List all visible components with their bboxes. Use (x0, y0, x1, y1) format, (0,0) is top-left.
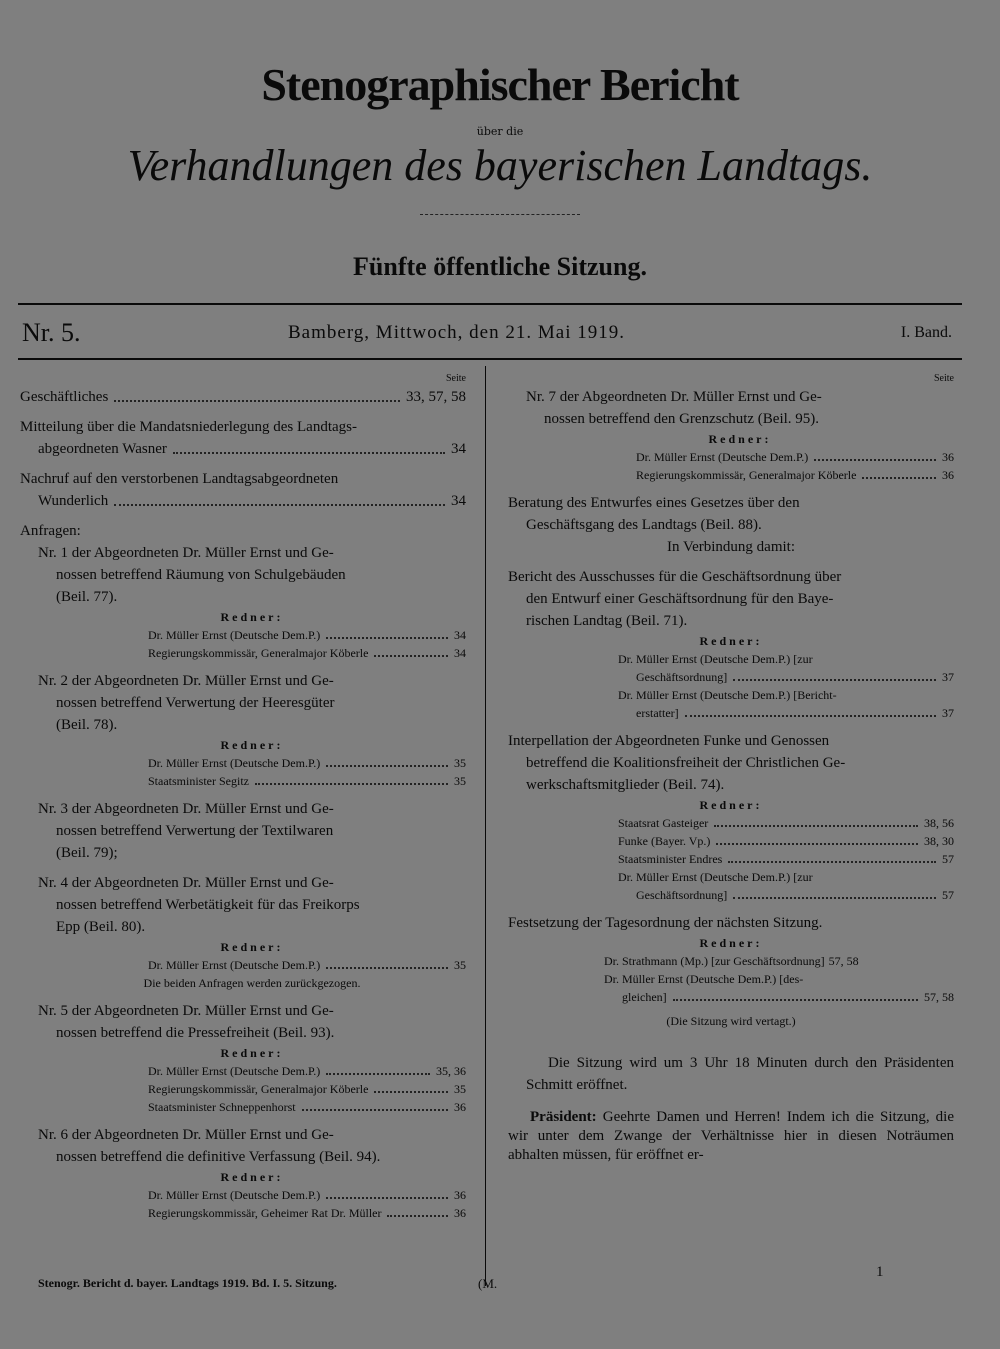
speaker-pages: 36 (454, 1100, 466, 1114)
toc-entry-text: den Entwurf einer Geschäftsordnung für den Baye- (526, 591, 834, 607)
title-connector: über die (476, 125, 524, 138)
speakers-label: Redner: (220, 610, 284, 624)
toc-entry-text: betreffend die Koalitionsfreiheit der Christlichen Ge- (526, 755, 846, 771)
report-subtitle: Verhandlungen des bayerischen Landtags. (127, 141, 873, 190)
speaker-name: Dr. Müller Ernst (Deutsche Dem.P.) (636, 450, 809, 464)
toc-entry-text: Geschäftliches (20, 389, 109, 405)
speaker-pages: 37 (942, 670, 954, 684)
page-number: 1 (876, 1264, 884, 1280)
toc-entry-text: (Beil. 77). (56, 589, 118, 605)
speaker-pages: 35 (454, 756, 466, 770)
toc-entry-text: rischen Landtag (Beil. 71). (526, 613, 688, 629)
toc-entry-text: Bericht des Ausschusses für die Geschäftsordnung über (508, 569, 842, 585)
toc-entry-text: Festsetzung der Tagesordnung der nächsten Sitzung. (508, 915, 823, 931)
column-divider (485, 366, 486, 1286)
speaker-pages: 57 (942, 888, 954, 902)
speakers-label: Redner: (699, 936, 763, 950)
volume-label: I. Band. (900, 324, 952, 341)
toc-entry-text: Nr. 6 der Abgeordneten Dr. Müller Ernst und Ge- (38, 1127, 334, 1143)
toc-page-ref: 33, 57, 58 (406, 389, 466, 405)
speakers-label: Redner: (708, 432, 772, 446)
speakers-label: Redner: (220, 940, 284, 954)
toc-entry-beratung (508, 492, 954, 558)
toc-entry-geschaeftliches (20, 386, 466, 408)
speaker-pages: 36 (942, 468, 954, 482)
report-title: Stenographischer Bericht (261, 59, 739, 110)
speaker-name: Regierungskommissär, Geheimer Rat Dr. Müller (148, 1206, 382, 1220)
toc-page-ref: 34 (451, 441, 466, 457)
speaker-name: Staatsminister Schneppenhorst (148, 1100, 296, 1114)
place-date: Bamberg, Mittwoch, den 21. Mai 1919. (288, 322, 625, 343)
issue-number: Nr. 5. (22, 318, 81, 347)
speaker-name: erstatter] (636, 706, 679, 720)
toc-entry-text: Epp (Beil. 80). (56, 919, 146, 935)
withdrawn-note: Die beiden Anfragen werden zurückgezogen. (143, 976, 361, 990)
president-text: Geehrte Damen und Herren! Indem ich die Sitzung, die wir unter dem Zwange der Verhältnisse hier in diesen Noträumen abhalten müssen, für eröffnet er- (508, 1109, 954, 1163)
speaker-name: Geschäftsordnung] (636, 670, 728, 684)
toc-entry-text: abgeordneten Wasner (38, 441, 167, 457)
speaker-name: Dr. Müller Ernst (Deutsche Dem.P.) (148, 628, 321, 642)
toc-entry-text: nossen betreffend die Pressefreiheit (Beil. 93). (56, 1025, 335, 1041)
toc-entry-text: Beratung des Entwurfes eines Gesetzes über den (508, 495, 800, 511)
speaker-pages: 57 (942, 852, 954, 866)
toc-entry-text: Mitteilung über die Mandatsniederlegung des Landtags- (20, 419, 357, 435)
speaker-pages: 34 (454, 646, 466, 660)
toc-entry-text: Nr. 3 der Abgeordneten Dr. Müller Ernst und Ge- (38, 801, 334, 817)
toc-entry-mitteilung (20, 416, 466, 460)
speaker-name: Dr. Müller Ernst (Deutsche Dem.P.) [zur (618, 652, 813, 666)
toc-page-ref: 34 (451, 493, 466, 509)
toc-entry-text: Nr. 5 der Abgeordneten Dr. Müller Ernst und Ge- (38, 1003, 334, 1019)
speaker-pages: 36 (454, 1188, 466, 1202)
header-rule-bottom (18, 358, 962, 360)
speakers-label: Redner: (220, 1046, 284, 1060)
toc-entry-nr7 (508, 386, 954, 484)
footer-mark: (M. (478, 1276, 498, 1291)
speaker-name: Regierungskommissär, Generalmajor Köberle (148, 1082, 369, 1096)
speaker-pages: 35 (454, 1082, 466, 1096)
speaker-name: gleichen] (622, 990, 667, 1004)
speaker-name: Dr. Müller Ernst (Deutsche Dem.P.) [zur (618, 870, 813, 884)
toc-entry-interpellation (508, 730, 954, 904)
opening-statement: Die Sitzung wird um 3 Uhr 18 Minuten durch den Präsidenten Schmitt eröffnet. (526, 1055, 954, 1093)
toc-entry-text: Nachruf auf den verstorbenen Landtagsabgeordneten (20, 471, 339, 487)
speaker-name: Dr. Müller Ernst (Deutsche Dem.P.) [des- (604, 972, 804, 986)
toc-entry-nr6 (20, 1124, 466, 1222)
speaker-name: Regierungskommissär, Generalmajor Köberle (636, 468, 857, 482)
title-separator (420, 214, 580, 215)
speakers-label: Redner: (220, 738, 284, 752)
toc-entry-text: Nr. 1 der Abgeordneten Dr. Müller Ernst und Ge- (38, 545, 334, 561)
toc-entry-nr4 (20, 872, 466, 992)
toc-entry-text: nossen betreffend die definitive Verfassung (Beil. 94). (56, 1149, 381, 1165)
toc-entry-text: nossen betreffend Verwertung der Heeresgüter (56, 695, 335, 711)
session-title: Fünfte öffentliche Sitzung. (353, 252, 647, 281)
speaker-name: Dr. Müller Ernst (Deutsche Dem.P.) (148, 756, 321, 770)
speaker-name: Dr. Strathmann (Mp.) [zur Geschäftsordnung] (604, 954, 825, 968)
toc-entry-text: Nr. 4 der Abgeordneten Dr. Müller Ernst und Ge- (38, 875, 334, 891)
speaker-name: Dr. Müller Ernst (Deutsche Dem.P.) (148, 958, 321, 972)
speakers-label: Redner: (699, 634, 763, 648)
president-speech (508, 1108, 954, 1165)
toc-entry-nr2 (20, 670, 466, 790)
toc-entry-nr5 (20, 1000, 466, 1116)
seite-header: Seite (934, 373, 954, 384)
speakers-label: Redner: (699, 798, 763, 812)
speaker-name: Staatsrat Gasteiger (618, 816, 709, 830)
toc-entry-text: Nr. 7 der Abgeordneten Dr. Müller Ernst und Ge- (526, 389, 822, 405)
toc-entry-nr3 (20, 798, 466, 864)
toc-entry-text: Wunderlich (38, 493, 109, 509)
toc-entry-text: nossen betreffend Räumung von Schulgebäuden (56, 567, 346, 583)
speaker-name: Staatsminister Segitz (148, 774, 249, 788)
toc-entry-text: werkschaftsmitglieder (Beil. 74). (526, 777, 725, 793)
toc-entry-text: Geschäftsgang des Landtags (Beil. 88). (526, 517, 762, 533)
seite-header: Seite (446, 373, 466, 384)
toc-entry-festsetzung (508, 912, 954, 1030)
speaker-pages: 57, 58 (924, 990, 954, 1004)
speaker-name: Dr. Müller Ernst (Deutsche Dem.P.) (148, 1064, 321, 1078)
speaker-name: Dr. Müller Ernst (Deutsche Dem.P.) [Bericht- (618, 688, 837, 702)
speaker-pages: 36 (454, 1206, 466, 1220)
speaker-pages: 57, 58 (828, 954, 859, 968)
speaker-pages: 35, 36 (436, 1064, 466, 1078)
speaker-name: Geschäftsordnung] (636, 888, 728, 902)
toc-entry-text: nossen betreffend Werbetätigkeit für das Freikorps (56, 897, 360, 913)
anfragen-heading: Anfragen: (20, 523, 81, 539)
toc-entry-text: nossen betreffend den Grenzschutz (Beil. 95). (544, 411, 820, 427)
toc-entry-text: nossen betreffend Verwertung der Textilwaren (56, 823, 334, 839)
speaker-name: Regierungskommissär, Generalmajor Köberle (148, 646, 369, 660)
speaker-pages: 38, 56 (924, 816, 954, 830)
toc-entry-text: (Beil. 78). (56, 717, 118, 733)
speaker-name: Staatsminister Endres (618, 852, 723, 866)
speaker-pages: 36 (942, 450, 954, 464)
president-label: Präsident: (530, 1109, 597, 1125)
speaker-pages: 35 (454, 958, 466, 972)
speakers-label: Redner: (220, 1170, 284, 1184)
header-rule-top (18, 303, 962, 305)
toc-entry-text: (Beil. 79); (56, 845, 118, 861)
speaker-name: Dr. Müller Ernst (Deutsche Dem.P.) (148, 1188, 321, 1202)
speaker-pages: 38, 30 (924, 834, 954, 848)
toc-left-column (20, 372, 466, 1230)
toc-entry-nr1 (20, 542, 466, 662)
toc-entry-nachruf (20, 468, 466, 512)
toc-right-column (508, 372, 954, 1165)
adjourned-note: (Die Sitzung wird vertagt.) (666, 1014, 796, 1028)
toc-entry-text: Interpellation der Abgeordneten Funke und Genossen (508, 733, 830, 749)
speaker-pages: 35 (454, 774, 466, 788)
toc-entry-text: Nr. 2 der Abgeordneten Dr. Müller Ernst und Ge- (38, 673, 334, 689)
speaker-name: Funke (Bayer. Vp.) (618, 834, 711, 848)
speaker-pages: 34 (454, 628, 466, 642)
footer-citation: Stenogr. Bericht d. bayer. Landtags 1919. Bd. I. 5. Sitzung. (38, 1276, 337, 1290)
speaker-pages: 37 (942, 706, 954, 720)
toc-entry-bericht (508, 566, 954, 722)
toc-entry-text: In Verbindung damit: (666, 539, 796, 555)
